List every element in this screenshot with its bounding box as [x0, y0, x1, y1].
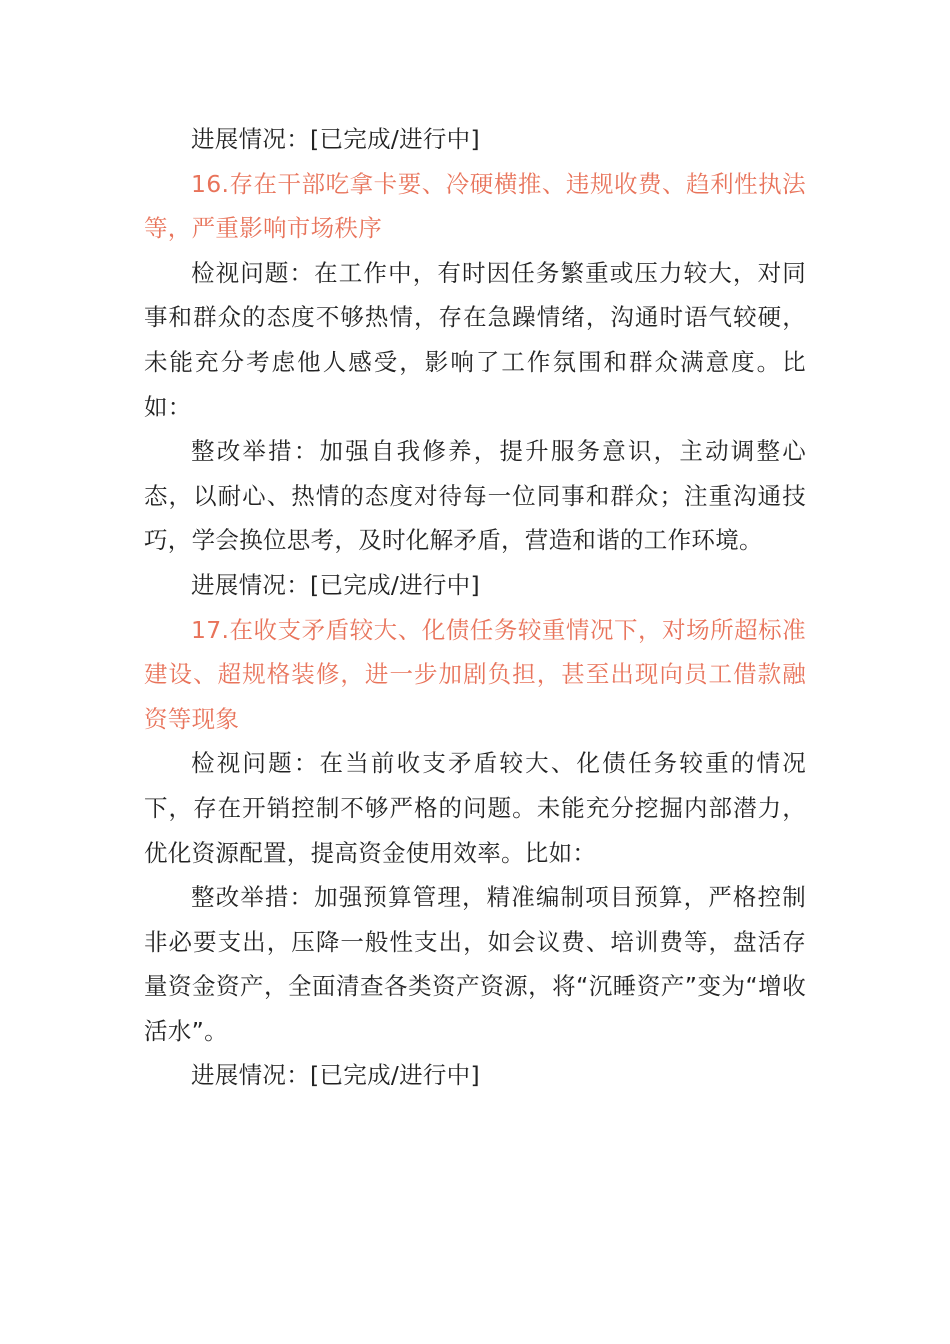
item-17-heading: 17.在收支矛盾较大、化债任务较重情况下，对场所超标准建设、超规格装修，进一步加剧负担，甚至出现向员工借款融资等现象 — [144, 615, 806, 733]
item-17-measures: 整改举措：加强预算管理，精准编制项目预算，严格控制非必要支出，压降一般性支出，如会议费、培训费等，盘活存量资金资产，全面清查各类资产资源，将“沉睡资产”变为“增收活水”。 — [144, 883, 806, 1045]
item-16-measures: 整改举措：加强自我修养，提升服务意识，主动调整心态，以耐心、热情的态度对待每一位同事和群众；注重沟通技巧，学会换位思考，及时化解矛盾，营造和谐的工作环境。 — [144, 437, 806, 555]
document-body — [144, 117, 806, 1098]
item-16-issue: 检视问题：在工作中，有时因任务繁重或压力较大，对同事和群众的态度不够热情，存在急躁情绪，沟通时语气较硬，未能充分考虑他人感受，影响了工作氛围和群众满意度。比如： — [144, 258, 806, 421]
item-17-progress-status: 进展情况：[已完成/进行中] — [191, 1061, 480, 1090]
item-17-issue: 检视问题：在当前收支矛盾较大、化债任务较重的情况下，存在开销控制不够严格的问题。未能充分挖掘内部潜力，优化资源配置，提高资金使用效率。比如： — [144, 749, 806, 867]
progress-status: 进展情况：[已完成/进行中] — [191, 125, 480, 153]
item-16-progress-status: 进展情况：[已完成/进行中] — [191, 570, 480, 599]
item-16-heading: 16.存在干部吃拿卡要、冷硬横推、违规收费、趋利性执法等，严重影响市场秩序 — [144, 169, 806, 243]
